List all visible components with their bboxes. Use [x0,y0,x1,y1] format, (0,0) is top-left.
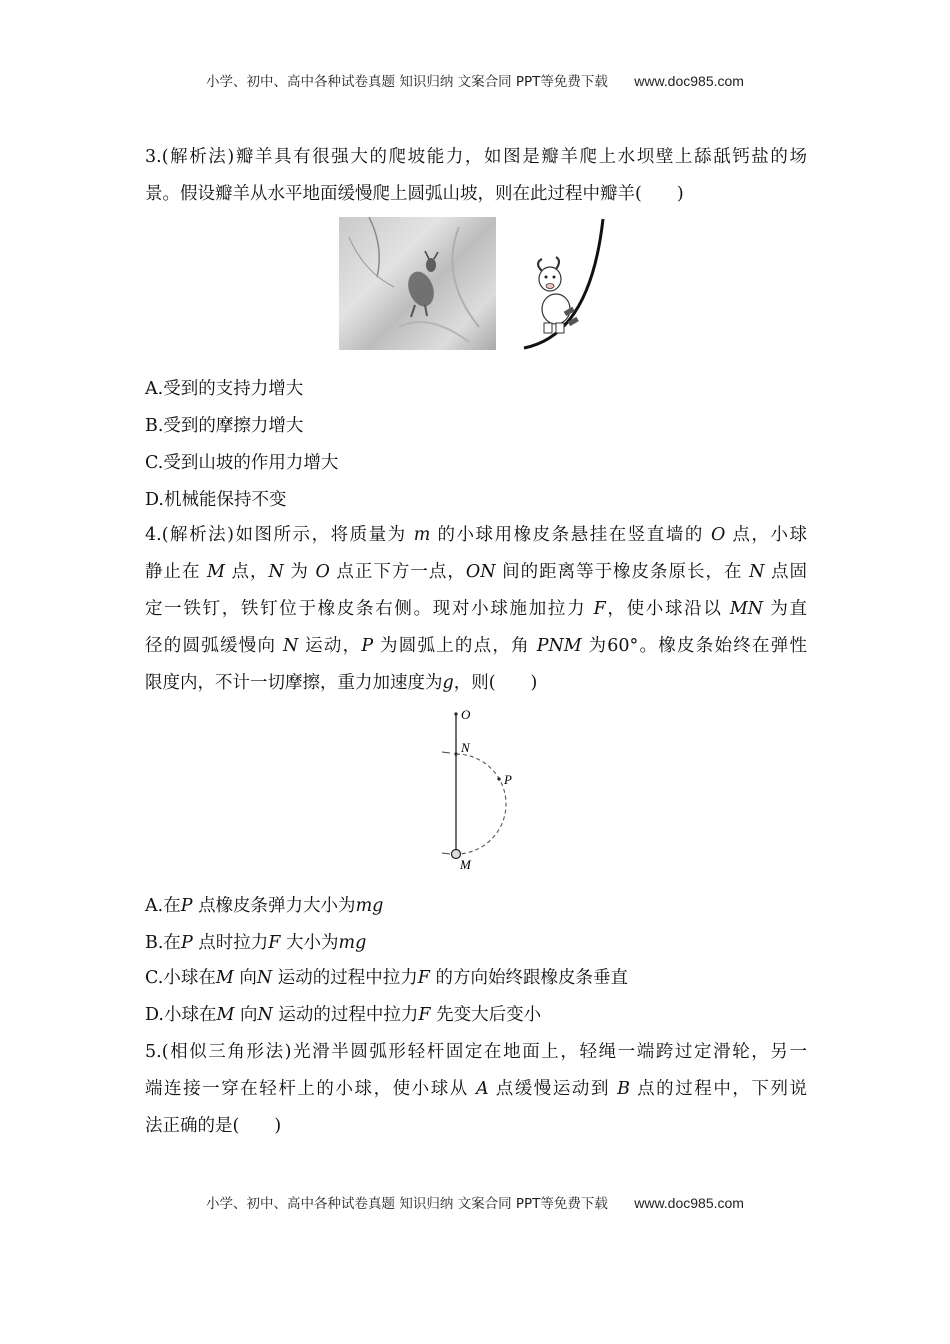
page-footer [0,1192,950,1212]
q3-option-a: A.受到的支持力增大 [145,379,304,399]
q3-option-c: C.受到山坡的作用力增大 [145,453,339,473]
header-site[interactable]: www.doc985.com [634,73,744,89]
label-p: P [504,772,512,787]
point-p [497,777,500,780]
q5-line2: 端连接一穿在轻杆上的小球，使小球从 A 点缓慢运动到 B 点的过程中，下列说 [145,1079,808,1099]
goat-slope-drawing [520,217,612,350]
q5-line1: 5.(相似三角形法)光滑半圆弧形轻杆固定在地面上，轻绳一端跨过定滑轮，另一 [145,1042,807,1062]
q4-option-b: B.在P 点时拉力F 大小为mg [145,933,367,953]
q4-diagram-svg [430,702,530,872]
label-o: O [461,707,471,722]
q5-line3: 法正确的是( ) [145,1116,282,1136]
label-n: N [461,740,470,755]
q3-line1: 3.(解析法)瓣羊具有很强大的爬坡能力，如图是瓣羊爬上水坝壁上舔舐钙盐的场 [145,147,807,167]
q4-line4: 径的圆弧缓慢向 N 运动，P 为圆弧上的点，角 PNM 为60°。橡皮条始终在弹性 [145,636,807,656]
q4-line1: 4.(解析法)如图所示，将质量为 m 的小球用橡皮条悬挂在竖直墙的 O 点，小球 [145,525,807,545]
label-m: M [460,857,471,872]
goat-slope-diagram [520,217,612,350]
header-text: 小学、初中、高中各种试卷真题 知识归纳 文案合同 PPT等免费下载 [206,74,608,90]
q4-line5: 限度内，不计一切摩擦，重力加速度为g，则( ) [145,673,538,693]
arc-mn [456,754,506,854]
footer-site[interactable]: www.doc985.com [634,1195,744,1211]
point-o [454,712,457,715]
goat-photo-drawing [339,217,496,350]
q3-option-b: B.受到的摩擦力增大 [145,416,304,436]
q4-line2: 静止在 M 点，N 为 O 点正下方一点，ON 间的距离等于橡皮条原长，在 N 点固 [145,562,807,582]
q3-line2: 景。假设瓣羊从水平地面缓慢爬上圆弧山坡，则在此过程中瓣羊( ) [145,184,684,204]
goat-photo [339,217,496,350]
q4-option-d: D.小球在M 向N 运动的过程中拉力F 先变大后变小 [145,1005,542,1025]
page-header [0,70,950,90]
q3-option-d: D.机械能保持不变 [145,490,287,510]
q4-option-a: A.在P 点橡皮条弹力大小为mg [145,896,384,916]
footer-text: 小学、初中、高中各种试卷真题 知识归纳 文案合同 PPT等免费下载 [206,1196,608,1212]
q4-diagram [430,702,530,872]
q4-line3: 定一铁钉，铁钉位于橡皮条右侧。现对小球施加拉力 F，使小球沿以 MN 为直 [145,599,807,619]
q4-option-c: C.小球在M 向N 运动的过程中拉力F 的方向始终跟橡皮条垂直 [145,968,628,988]
